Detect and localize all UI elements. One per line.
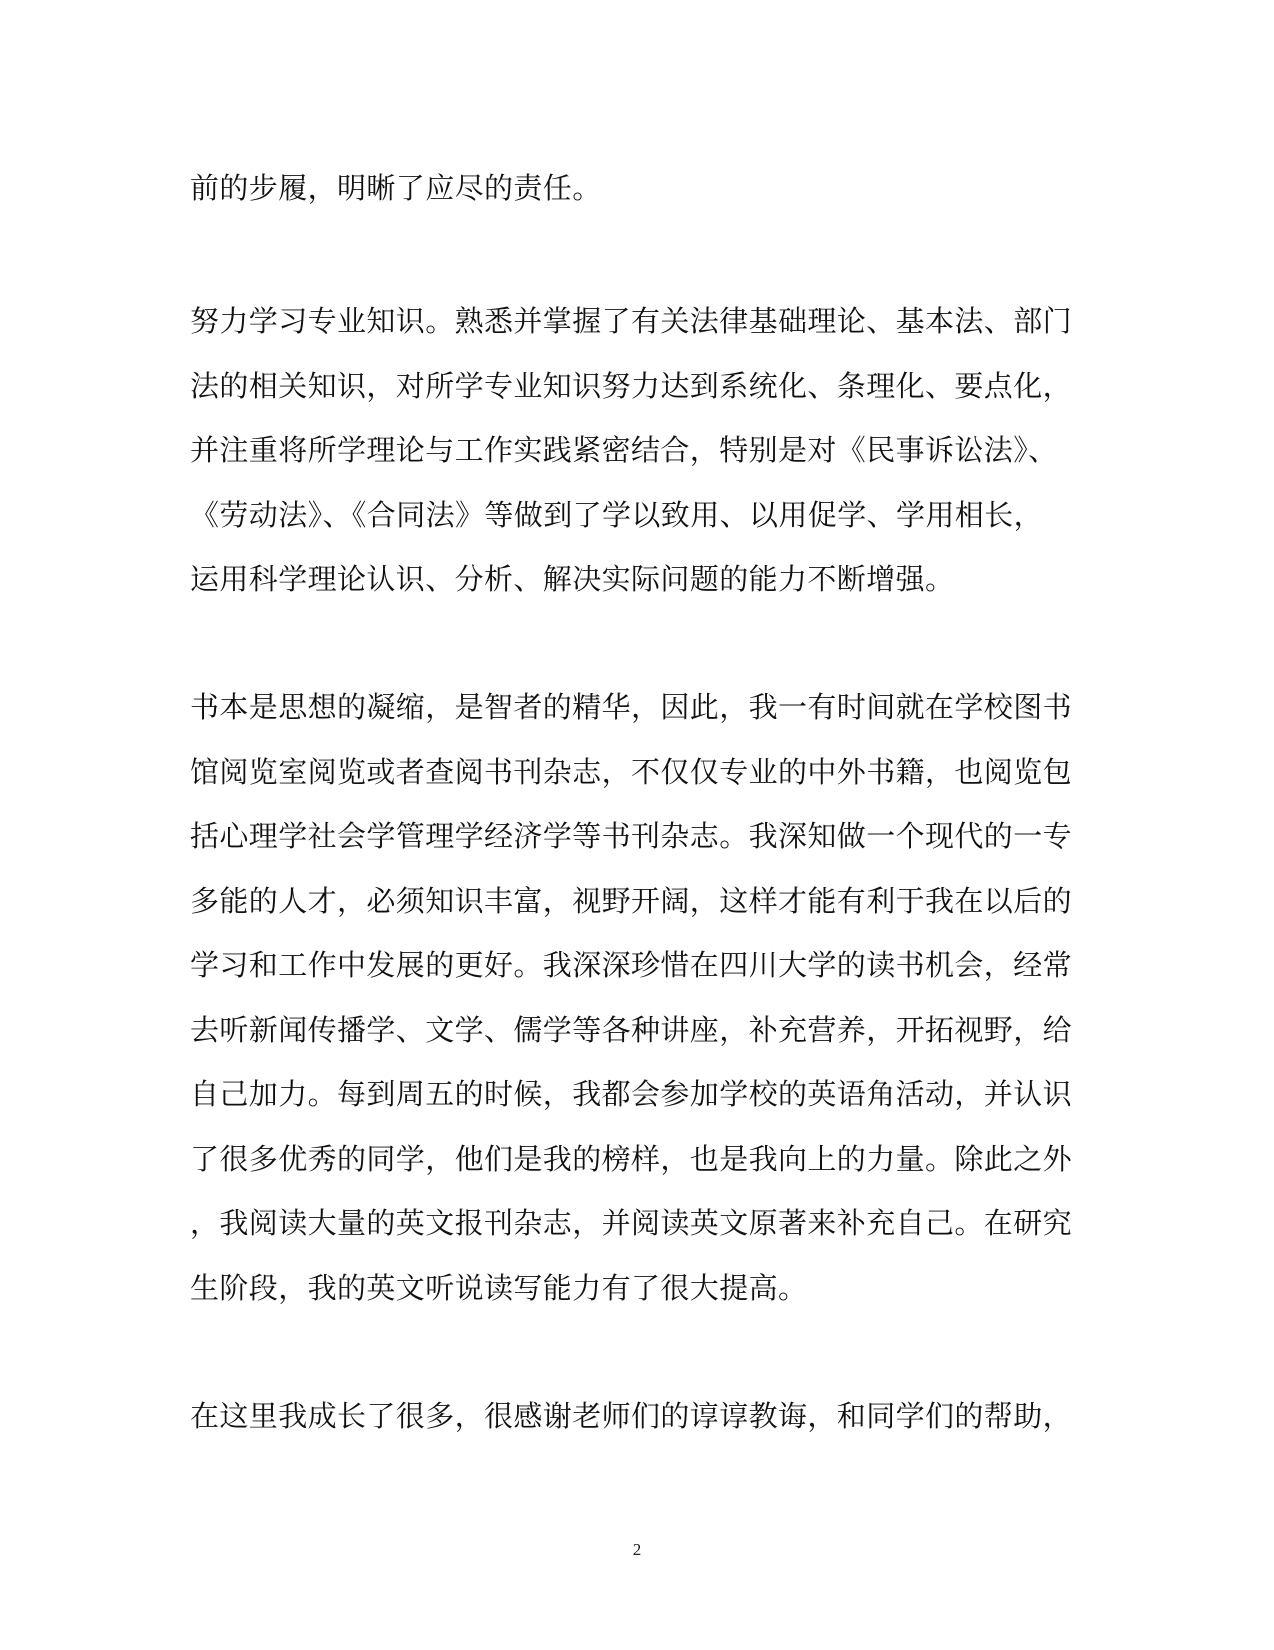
text-line: 努力学习专业知识。熟悉并掌握了有关法律基础理论、基本法、部门 bbox=[190, 304, 1073, 338]
text-line: 了很多优秀的同学，他们是我的榜样，也是我向上的力量。除此之外 bbox=[190, 1141, 1073, 1176]
text-line: 学习和工作中发展的更好。我深深珍惜在四川大学的读书机会，经常 bbox=[190, 948, 1073, 982]
text-line: 并注重将所学理论与工作实践紧密结合，特别是对《民事诉讼法》、 bbox=[190, 433, 1058, 467]
text-line: 《劳动法》、《合同法》等做到了学以致用、以用促学、学用相长， bbox=[190, 497, 1044, 532]
text-line: 馆阅览室阅览或者查阅书刊杂志，不仅仅专业的中外书籍，也阅览包 bbox=[190, 754, 1073, 789]
paragraph bbox=[190, 675, 1073, 1320]
text-line: 去听新闻传播学、文学、儒学等各种讲座，补充营养，开拓视野，给 bbox=[190, 1012, 1073, 1047]
text-line: 书本是思想的凝缩，是智者的精华，因此，我一有时间就在学校图书 bbox=[190, 690, 1073, 724]
text-line: 生阶段，我的英文听说读写能力有了很大提高。 bbox=[190, 1270, 808, 1305]
text-line: ，我阅读大量的英文报刊杂志，并阅读英文原著来补充自己。在研究 bbox=[190, 1206, 1073, 1240]
text-line: 法的相关知识，对所学专业知识努力达到系统化、条理化、要点化， bbox=[190, 368, 1073, 403]
text-line: 运用科学理论认识、分析、解决实际问题的能力不断增强。 bbox=[190, 562, 955, 596]
page-number: 2 bbox=[632, 1540, 642, 1559]
paragraph bbox=[190, 289, 1073, 612]
text-line: 在这里我成长了很多，很感谢老师们的谆谆教诲，和同学们的帮助， bbox=[190, 1399, 1073, 1433]
text-line: 前的步履，明晰了应尽的责任。 bbox=[190, 171, 602, 205]
text-line: 多能的人才，必须知识丰富，视野开阔，这样才能有利于我在以后的 bbox=[190, 883, 1073, 918]
text-line: 括心理学社会学管理学经济学等书刊杂志。我深知做一个现代的一专 bbox=[190, 819, 1073, 853]
text-line: 自己加力。每到周五的时候，我都会参加学校的英语角活动，并认识 bbox=[190, 1077, 1073, 1111]
paragraph bbox=[190, 156, 1070, 221]
paragraph bbox=[190, 1384, 1073, 1449]
